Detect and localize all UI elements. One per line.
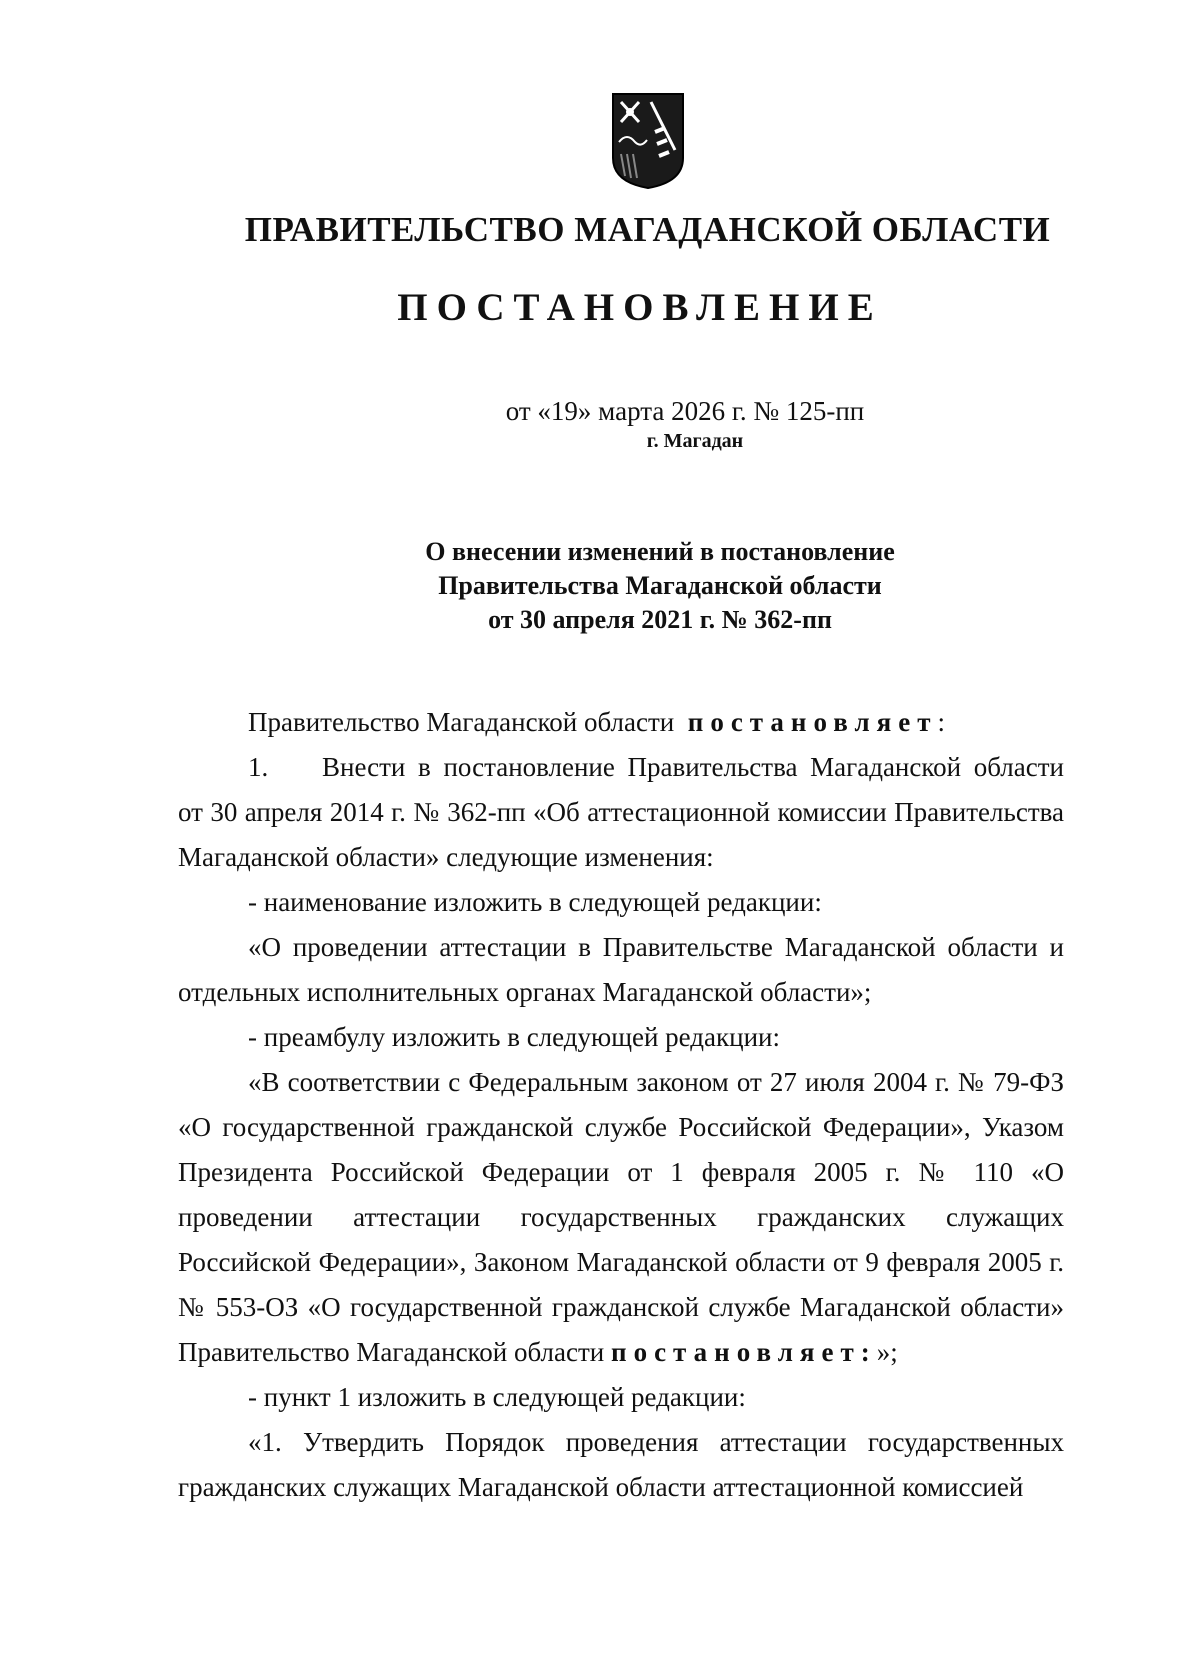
resolves-verb: постановляет: bbox=[611, 1337, 877, 1367]
document-subject bbox=[0, 535, 1200, 637]
government-title: ПРАВИТЕЛЬСТВО МАГАДАНСКОЙ ОБЛАСТИ bbox=[244, 210, 1051, 249]
name-change-paragraph: - наименование изложить в следующей редакции: bbox=[248, 887, 822, 917]
magadan-coat-of-arms-icon bbox=[611, 92, 685, 190]
item-1-text-paragraph: «1. Утвердить Порядок проведения аттестации государственных гражданских служащих Магаданской области аттестационной комиссией bbox=[178, 1427, 1064, 1502]
document-body bbox=[178, 700, 1064, 1510]
intro-paragraph: Правительство Магаданской области постановляет: bbox=[248, 707, 946, 737]
name-text-paragraph: «О проведении аттестации в Правительстве Магаданской области и отдельных исполнительных органах Магаданской области»; bbox=[178, 932, 1064, 1007]
subject-line: от 30 апреля 2021 г. № 362-пп bbox=[488, 605, 832, 634]
subject-line: О внесении изменений в постановление bbox=[425, 537, 895, 566]
document-city: г. Магадан bbox=[646, 430, 744, 452]
document-date-number: от «19» марта 2026 г. № 125-пп bbox=[505, 396, 865, 426]
item-number: 1. bbox=[248, 752, 269, 782]
document-type: ПОСТАНОВЛЕНИЕ bbox=[397, 286, 883, 329]
subject-line: Правительства Магаданской области bbox=[438, 571, 882, 600]
item-1-change-paragraph: - пункт 1 изложить в следующей редакции: bbox=[248, 1382, 746, 1412]
preamble-change-paragraph: - преамбулу изложить в следующей редакции: bbox=[248, 1022, 780, 1052]
resolves-verb: постановляет bbox=[687, 707, 938, 737]
preamble-text-paragraph: «В соответствии с Федеральным законом от 27 июля 2004 г. № 79-ФЗ «О государственной гражданской службе Российской Федерации», Указом Президента Российской Федерации от 1 февраля 2005 г. № 110 «О проведении аттестации государственных гражданских служащих Российской Федерации», Законом Магаданской области от 9 февраля 2005 г. № 553-ОЗ «О государственной гражданской службе Магаданской области» Правительство Магаданской области постановляет:»; bbox=[178, 1067, 1064, 1367]
item-1-paragraph: 1. Внести в постановление Правительства Магаданской области от 30 апреля 2014 г. № 362-пп «Об аттестационной комиссии Правительства Магаданской области» следующие изменения: bbox=[178, 745, 1064, 880]
